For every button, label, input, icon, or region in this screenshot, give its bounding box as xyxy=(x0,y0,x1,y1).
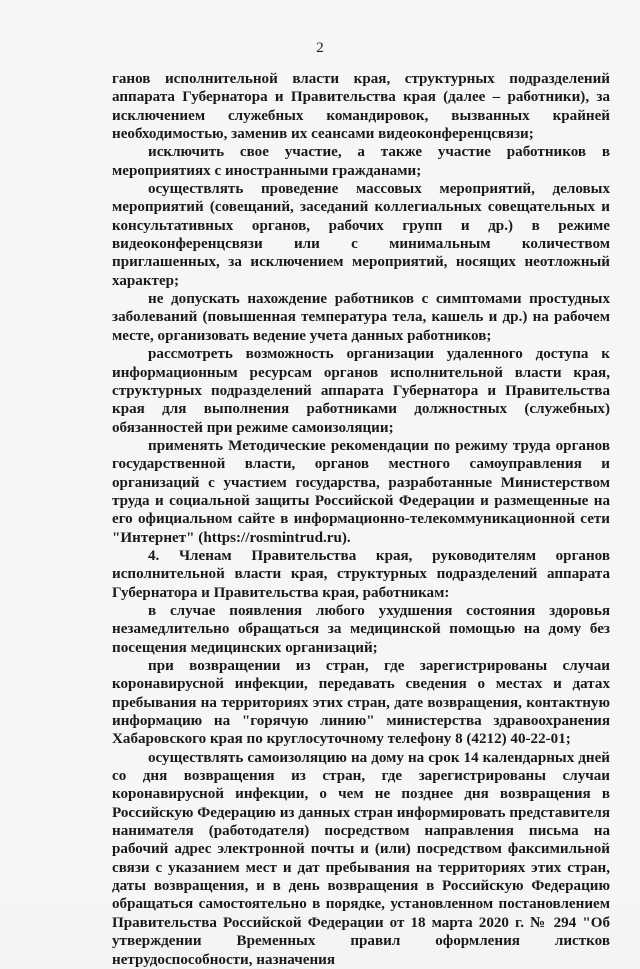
paragraph: при возвращении из стран, где зарегистрированы случаи коронавирусной инфекции, передавать сведения о местах и датах пребывания на территориях этих стран, дате возвращения, контактную информацию на "горячую линию" министерства здравоохранения Хабаровского края по круглосуточному телефону 8 (4212) 40-22-01; xyxy=(112,658,610,748)
paragraph-continuation: ганов исполнительной власти края, структурных подразделений аппарата Губернатора и Правительства края (далее – работники), за исключением служебных командировок, вызванных крайней необходимостью, заменив их сеансами видеоконференцсвязи; xyxy=(112,71,610,143)
paragraph: осуществлять проведение массовых мероприятий, деловых мероприятий (совещаний, заседаний коллегиальных совещательных и консультативных органов, рабочих групп и др.) в режиме видеоконференцсвязи или с минимальным количеством приглашенных, за исключением мероприятий, носящих неотложный характер; xyxy=(112,181,610,289)
paragraph: применять Методические рекомендации по режиму труда органов государственной власти, органов местного самоуправления и организаций с участием государства, разработанные Министерством труда и социальной защиты Российской Федерации и размещенные на его официальном сайте в информационно-телекоммуникационной сети "Интернет" (https://rosmintrud.ru). xyxy=(112,437,610,546)
page-number: 2 xyxy=(316,40,324,56)
paragraph: осуществлять самоизоляцию на дому на срок 14 календарных дней со дня возвращения из стран, где зарегистрированы случаи коронавирусной инфекции, о чем не позднее дня возвращения в Российскую Федерацию из данных стран информировать представителя нанимателя (работодателя) посредством направления письма на рабочий адрес электронной почты и (или) посредством факсимильной связи с указанием мест и дат пребывания на территориях этих стран, даты возвращения, и в день возвращения в Российскую Федерацию обращаться самостоятельно в порядке, установленном постановлением Правительства Российской Федерации от 18 марта 2020 г. № 294 "Об утверждении Временных правил оформления листков нетрудоспособности, назначения xyxy=(112,749,610,968)
paragraph: исключить свое участие, а также участие работников в мероприятиях с иностранными гражданами; xyxy=(112,144,610,179)
paragraph: в случае появления любого ухудшения состояния здоровья незамедлительно обращаться за медицинской помощью на дому без посещения медицинских организаций; xyxy=(112,602,610,656)
paragraph-section-4: 4. Членам Правительства края, руководителям органов исполнительной власти края, структурных подразделений аппарата Губернатора и Правительства края, работникам: xyxy=(112,547,610,601)
paragraph: рассмотреть возможность организации удаленного доступа к информационным ресурсам органов исполнительной власти края, структурных подразделений аппарата Губернатора и Правительства края для выполнения работниками должностных (служебных) обязанностей при режиме самоизоляции; xyxy=(112,346,610,436)
document-body xyxy=(112,70,610,969)
paragraph: не допускать нахождение работников с симптомами простудных заболеваний (повышенная температура тела, кашель и др.) на рабочем месте, организовать ведение учета данных работников; xyxy=(112,291,610,344)
